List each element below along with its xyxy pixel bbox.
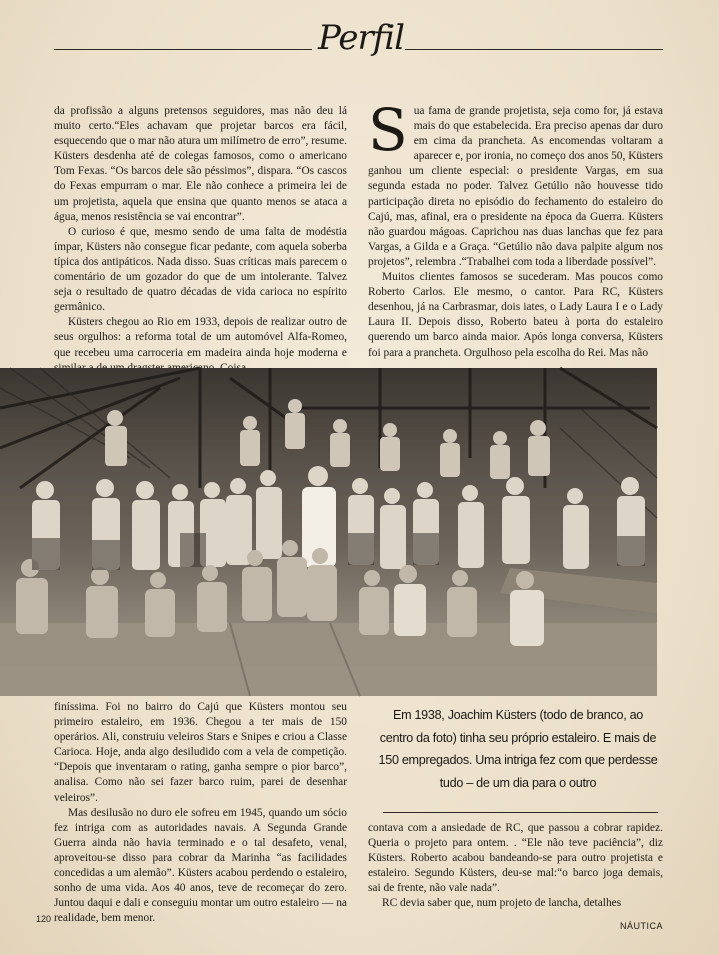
article-column-bottom-left — [54, 700, 347, 925]
section-title: Perfil — [318, 18, 405, 58]
caption-rule — [383, 812, 658, 813]
group-photo-illustration — [0, 368, 657, 696]
photo-caption: Em 1938, Joachim Küsters (todo de branco, ao centro da foto) tinha seu próprio estaleiro. E mais de 150 empregados. Uma intriga fez com que perdesse tudo – de um dia para o outro — [378, 708, 658, 790]
paragraph: Mas desilusão no duro ele sofreu em 1945, quando um sócio fez intriga com as autoridades navais. A Segunda Grande Guerra ainda não havia terminado e o tal desafeto, venal, aproveitou-se disso para cobrar da Marinha “as facilidades concedidas a um alemão”. Küsters acabou perdendo o estaleiro, sonho de uma vida. Aos 40 anos, teve de recomeçar do zero. Juntou daqui e dali e conseguiu montar um outro estaleiro — na realidade, bem menor. — [54, 806, 347, 925]
paragraph: finíssima. Foi no bairro do Cajú que Küsters montou seu primeiro estaleiro, em 1936. Chegou a ter mais de 150 operários. Ali, construiu veleiros Stars e Snipes e criou a Classe Carioca. Hoje, anda algo desiludido com a vela de competição. “Depois que inventaram o rating, ganha sempre o pior barco”, analisa. Como não sei fazer barco ruim, parei de desenhar veleiros”. — [54, 701, 347, 804]
magazine-name: NÁUTICA — [620, 921, 664, 931]
article-column-bottom-right — [368, 821, 663, 913]
paragraph: RC devia saber que, num projeto de lancha, detalhes — [382, 897, 622, 910]
paragraph: da profissão a alguns pretensos seguidores, mas não deu lá muito certo.“Eles achavam que projetar barcos era fácil, esquecendo que o mar não atura um milímetro de erro”, resume. Küsters desdenha até de colegas famosos, como o americano Tom Fexas. “Os barcos dele são péssimos”, dispara. “Os cascos do Fexas empurram o mar. Ele não conhece a primeira lei de um projetista, aquela que ensina que quanto menos se ataca a água, menos resistência se vai encontrar”. — [54, 105, 347, 223]
article-column-top-left — [54, 104, 347, 364]
paragraph: Muitos clientes famosos se sucederam. Mas poucos como Roberto Carlos. Ele mesmo, o cantor. Para RC, Küsters desenhou, já na Carbrasmar, dois iates, o Lady Laura I e o Lady Laura II. Depois disso, Roberto bateu à porta do estaleiro querendo um barco ainda maior. Após longa conversa, Küsters foi para a prancheta. Orgulhoso pela escolha do Rei. Mas não — [368, 271, 663, 359]
paragraph: contava com a ansiedade de RC, que passou a cobrar rapidez. Queria o projeto para ontem. . “Ele não teve paciência”, diz Küsters. Roberto acabou bandeando-se para outro projetista e estaleiro. Segundo Küsters, deu-se mal:“o barco joga demais, sai de frente, não vale nada”. — [368, 822, 663, 895]
page-number: 120 — [36, 914, 52, 924]
header-rule — [405, 49, 663, 50]
shipyard-workers-photo — [0, 368, 657, 696]
paragraph: O curioso é que, mesmo sendo de uma falta de modéstia ímpar, Küsters não consegue ficar pedante, com aquela soberba típica dos antipáticos. Nada disso. Suas críticas mais parecem o comentário de um gozador do que de um intolerante. Talvez seja o resultado de quatro décadas de vida carioca no espírito germânico. — [54, 225, 347, 314]
drop-cap: S — [368, 96, 408, 164]
paragraph: ua fama de grande projetista, seja como for, já estava mais do que estabelecida. Era preciso apenas dar duro em cima da prancheta. As encomendas voltaram a aparecer e, por ironia, no começo dos anos 50, Küsters ganhou um cliente especial: o presidente Vargas, em sua segunda estada no poder. Talvez Getúlio não houvesse tido participação direta no episódio do fechamento do estaleiro do Cajú, mas, afinal, era o presidente na época da Guerra. Küsters não guardou mágoas. Caprichou nas duas lanchas que fez para Vargas, a Gilda e a Graça. “Getúlio não dava palpite algum nos projetos”, relembra .“Trabalhei com toda a liberdade possível”. — [368, 105, 663, 268]
article-column-top-right — [368, 96, 663, 364]
paragraph: Küsters chegou ao Rio em 1933, depois de realizar outro de seus orgulhos: a reforma total de um automóvel Alfa-Romeo, que recebeu uma carroceria em madeira ainda hoje moderna e — [54, 316, 347, 359]
header-rule — [54, 49, 312, 50]
